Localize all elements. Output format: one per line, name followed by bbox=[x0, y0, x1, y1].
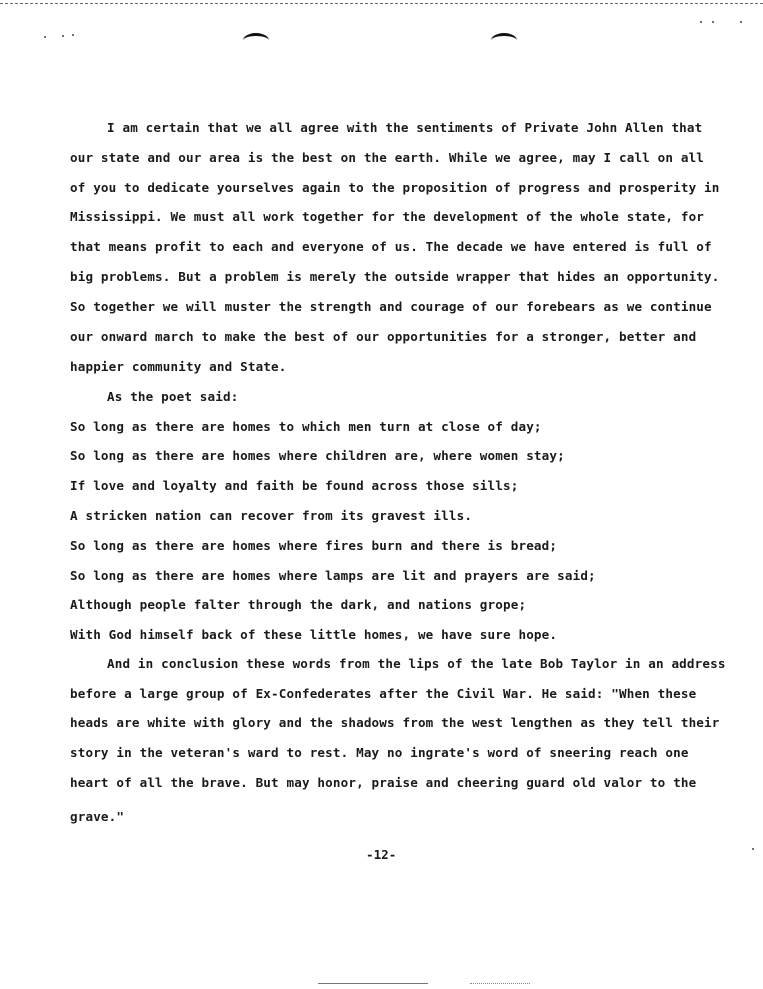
bottom-scan-rule bbox=[318, 983, 428, 984]
paragraph-3-line-5: heart of all the brave. But may honor, praise and cheering guard old valor to the bbox=[70, 775, 697, 790]
binding-hole-mark-left bbox=[243, 33, 269, 48]
paragraph-1-line-2: our state and our area is the best on the earth. While we agree, may I call on all bbox=[70, 150, 705, 165]
paragraph-3-line-4: story in the veteran's ward to rest. May no ingrate's word of sneering reach one bbox=[70, 745, 689, 760]
paragraph-1-line-5: that means profit to each and everyone of us. The decade we have entered is full of bbox=[70, 239, 712, 254]
poem-intro-line: As the poet said: bbox=[107, 389, 239, 404]
scan-speck bbox=[700, 21, 702, 23]
scan-speck bbox=[752, 848, 754, 850]
poem-line-8: With God himself back of these little homes, we have sure hope. bbox=[70, 627, 558, 642]
paragraph-1-line-8: our onward march to make the best of our opportunities for a stronger, better and bbox=[70, 329, 697, 344]
poem-line-4: A stricken nation can recover from its gravest ills. bbox=[70, 508, 473, 523]
scan-speck bbox=[44, 36, 46, 38]
paragraph-3-line-6: grave." bbox=[70, 809, 125, 824]
scan-speck bbox=[62, 35, 64, 37]
poem-line-7: Although people falter through the dark, and nations grope; bbox=[70, 597, 527, 612]
paragraph-1-line-1: I am certain that we all agree with the sentiments of Private John Allen that bbox=[107, 120, 703, 135]
page-number: -12- bbox=[366, 847, 397, 862]
poem-line-6: So long as there are homes where lamps are lit and prayers are said; bbox=[70, 568, 596, 583]
paragraph-3-line-3: heads are white with glory and the shadows from the west lengthen as they tell their bbox=[70, 715, 720, 730]
top-dashed-border bbox=[0, 3, 763, 4]
binding-hole-mark-right bbox=[491, 33, 517, 48]
paragraph-1-line-9: happier community and State. bbox=[70, 359, 287, 374]
paragraph-1-line-3: of you to dedicate yourselves again to the proposition of progress and prosperity in bbox=[70, 180, 720, 195]
poem-line-5: So long as there are homes where fires burn and there is bread; bbox=[70, 538, 558, 553]
paragraph-1-line-7: So together we will muster the strength and courage of our forebears as we continue bbox=[70, 299, 712, 314]
scan-speck bbox=[712, 21, 714, 23]
paragraph-3-line-2: before a large group of Ex-Confederates after the Civil War. He said: "When these bbox=[70, 686, 697, 701]
paragraph-1-line-4: Mississippi. We must all work together for the development of the whole state, for bbox=[70, 209, 705, 224]
bottom-scan-dots bbox=[470, 983, 530, 984]
paragraph-3-line-1: And in conclusion these words from the lips of the late Bob Taylor in an address bbox=[107, 656, 726, 671]
scan-speck bbox=[740, 21, 742, 23]
scan-speck bbox=[72, 34, 74, 36]
poem-line-3: If love and loyalty and faith be found across those sills; bbox=[70, 478, 519, 493]
poem-line-1: So long as there are homes to which men turn at close of day; bbox=[70, 419, 542, 434]
paragraph-1-line-6: big problems. But a problem is merely the outside wrapper that hides an opportunity. bbox=[70, 269, 720, 284]
poem-line-2: So long as there are homes where children are, where women stay; bbox=[70, 448, 565, 463]
